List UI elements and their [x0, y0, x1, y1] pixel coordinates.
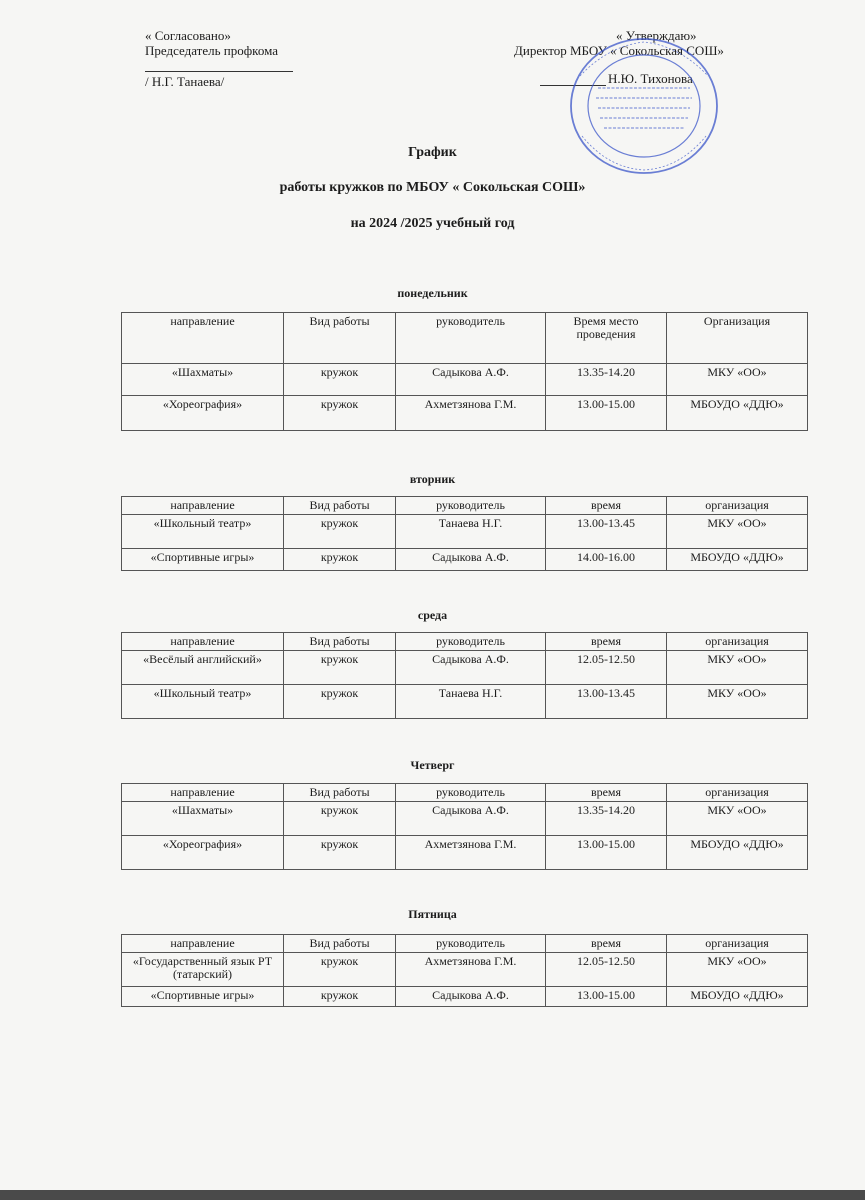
table-cell: Ахметзянова Г.М. — [396, 836, 546, 870]
header-cell: Вид работы — [284, 633, 396, 651]
header-cell: Организация — [667, 313, 808, 364]
header-cell: время — [546, 784, 667, 802]
header-cell: направление — [122, 935, 284, 953]
table-cell: МКУ «ОО» — [667, 802, 808, 836]
table-row — [122, 953, 808, 987]
header-cell: направление — [122, 313, 284, 364]
academic-year: на 2024 /2025 учебный год — [350, 216, 515, 231]
table-cell: 12.05-12.50 — [546, 651, 667, 685]
table-row — [122, 836, 808, 870]
table-cell: «Шахматы» — [122, 364, 284, 396]
header-cell: Время место проведения — [546, 313, 667, 364]
table-cell: «Школьный театр» — [122, 685, 284, 719]
table-cell: Танаева Н.Г. — [396, 685, 546, 719]
trade-union-chair-label: Председатель профкома — [145, 43, 278, 58]
table-cell: 13.35-14.20 — [546, 802, 667, 836]
approve-label: « Утверждаю» — [616, 28, 697, 43]
day-heading-wednesday: среда — [417, 608, 448, 622]
table-cell: кружок — [284, 987, 396, 1007]
table-cell: МБОУДО «ДДЮ» — [667, 549, 808, 571]
header-cell: руководитель — [396, 935, 546, 953]
table-header-row — [122, 313, 808, 364]
header-cell: время — [546, 935, 667, 953]
table-cell: кружок — [284, 685, 396, 719]
schedule-table-monday — [121, 312, 808, 431]
header-cell: организация — [667, 497, 808, 515]
header-cell: направление — [122, 784, 284, 802]
table-cell: кружок — [284, 651, 396, 685]
header-cell: направление — [122, 497, 284, 515]
table-cell: Садыкова А.Ф. — [396, 651, 546, 685]
table-row — [122, 651, 808, 685]
header-cell: организация — [667, 784, 808, 802]
table-cell: 13.00-15.00 — [546, 987, 667, 1007]
table-cell: «Хореография» — [122, 836, 284, 870]
table-cell: кружок — [284, 396, 396, 431]
approval-left-block — [145, 28, 293, 89]
header-cell: время — [546, 497, 667, 515]
agreed-label: « Согласовано» — [145, 28, 231, 43]
scan-edge — [0, 1190, 865, 1200]
table-cell: Ахметзянова Г.М. — [396, 953, 546, 987]
table-cell: «Государственный язык РТ (татарский) — [122, 953, 284, 987]
header-cell: организация — [667, 633, 808, 651]
table-cell: кружок — [284, 836, 396, 870]
table-cell: 13.00-15.00 — [546, 836, 667, 870]
table-cell: «Спортивные игры» — [122, 549, 284, 571]
table-header-row — [122, 784, 808, 802]
table-cell: МБОУДО «ДДЮ» — [667, 836, 808, 870]
table-cell: 13.00-15.00 — [546, 396, 667, 431]
table-cell: «Школьный театр» — [122, 515, 284, 549]
table-cell: МБОУДО «ДДЮ» — [667, 396, 808, 431]
table-cell: Ахметзянова Г.М. — [396, 396, 546, 431]
header-cell: руководитель — [396, 633, 546, 651]
table-cell: кружок — [284, 549, 396, 571]
header-cell: руководитель — [396, 784, 546, 802]
table-cell: кружок — [284, 802, 396, 836]
table-cell: МКУ «ОО» — [667, 364, 808, 396]
table-cell: кружок — [284, 515, 396, 549]
header-cell: время — [546, 633, 667, 651]
table-row — [122, 396, 808, 431]
header-cell: организация — [667, 935, 808, 953]
document-title: График — [408, 145, 457, 160]
table-row — [122, 685, 808, 719]
table-cell: «Спортивные игры» — [122, 987, 284, 1007]
day-heading-tuesday: вторник — [409, 472, 456, 486]
table-cell: МБОУДО «ДДЮ» — [667, 987, 808, 1007]
table-row — [122, 987, 808, 1007]
table-cell: Садыкова А.Ф. — [396, 364, 546, 396]
table-cell: МКУ «ОО» — [667, 953, 808, 987]
table-row — [122, 364, 808, 396]
table-header-row — [122, 935, 808, 953]
table-cell: Садыкова А.Ф. — [396, 549, 546, 571]
director-label: Директор МБОУ « Сокольская СОШ» — [514, 43, 724, 58]
table-cell: МКУ «ОО» — [667, 651, 808, 685]
table-cell: «Шахматы» — [122, 802, 284, 836]
header-cell: Вид работы — [284, 935, 396, 953]
table-cell: кружок — [284, 364, 396, 396]
schedule-table-tuesday — [121, 496, 808, 571]
table-cell: Танаева Н.Г. — [396, 515, 546, 549]
header-cell: Вид работы — [284, 784, 396, 802]
day-heading-friday: Пятница — [408, 907, 457, 921]
header-cell: руководитель — [396, 497, 546, 515]
schedule-table-thursday — [121, 783, 808, 870]
signature-line — [145, 58, 293, 72]
day-heading-monday: понедельник — [397, 286, 468, 300]
schedule-table-wednesday — [121, 632, 808, 719]
schedule-table-friday — [121, 934, 808, 1007]
table-cell: кружок — [284, 953, 396, 987]
director-signature: Н.Ю. Тихонова — [608, 71, 693, 86]
trade-union-chair-signature: / Н.Г. Танаева/ — [145, 74, 225, 89]
table-row — [122, 802, 808, 836]
table-row — [122, 549, 808, 571]
header-cell: направление — [122, 633, 284, 651]
table-cell: Садыкова А.Ф. — [396, 987, 546, 1007]
table-cell: Садыкова А.Ф. — [396, 802, 546, 836]
table-cell: 13.00-13.45 — [546, 515, 667, 549]
table-header-row — [122, 633, 808, 651]
table-cell: 14.00-16.00 — [546, 549, 667, 571]
header-cell: руководитель — [396, 313, 546, 364]
table-cell: 13.00-13.45 — [546, 685, 667, 719]
table-cell: МКУ «ОО» — [667, 515, 808, 549]
table-cell: «Весёлый английский» — [122, 651, 284, 685]
table-cell: 12.05-12.50 — [546, 953, 667, 987]
header-cell: Вид работы — [284, 497, 396, 515]
table-cell: 13.35-14.20 — [546, 364, 667, 396]
header-cell: Вид работы — [284, 313, 396, 364]
table-cell: МКУ «ОО» — [667, 685, 808, 719]
document-subtitle: работы кружков по МБОУ « Сокольская СОШ» — [279, 180, 586, 195]
table-row — [122, 515, 808, 549]
table-cell: «Хореография» — [122, 396, 284, 431]
day-heading-thursday: Четверг — [410, 758, 455, 772]
table-header-row — [122, 497, 808, 515]
